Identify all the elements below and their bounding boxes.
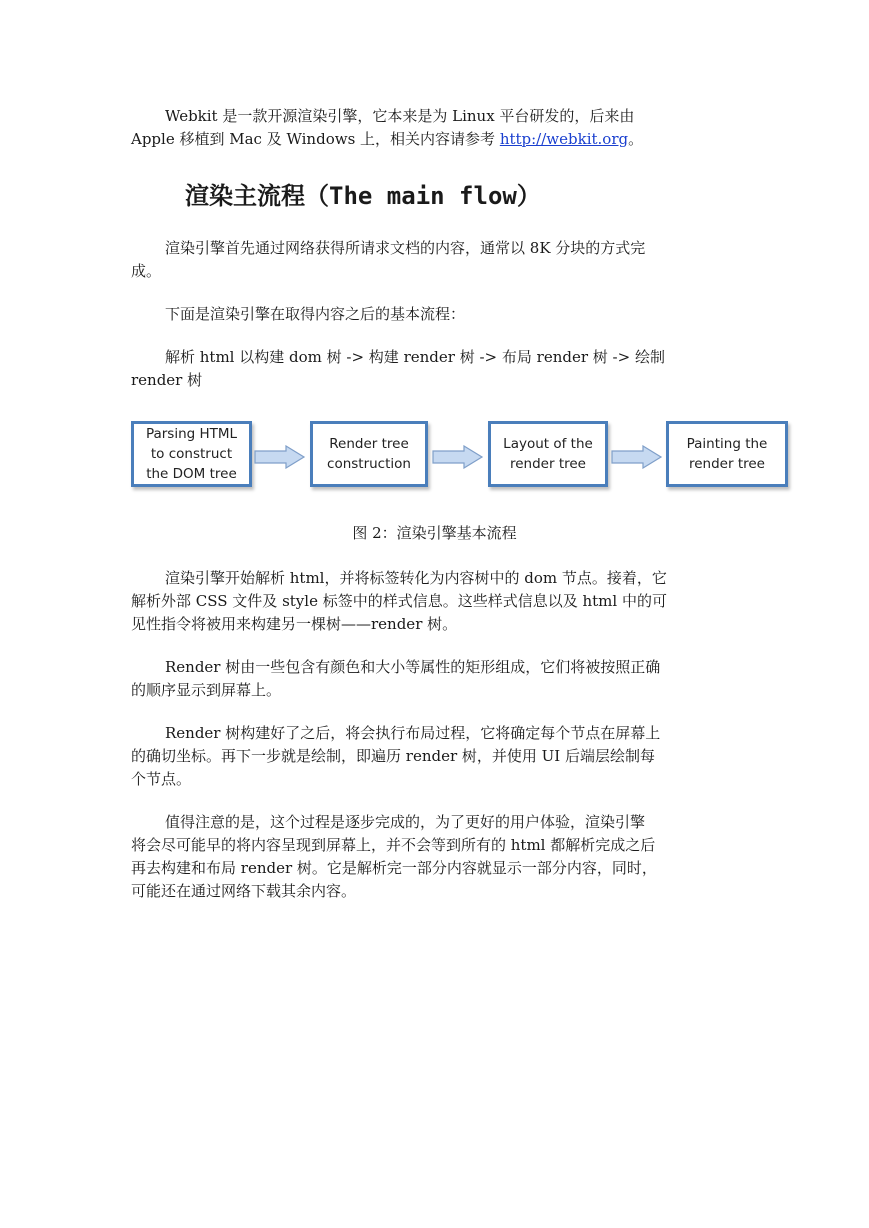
flow-box-text: the DOM tree: [146, 466, 237, 482]
intro-paragraph: [131, 105, 731, 151]
flow-box-layout: [488, 421, 608, 487]
paragraph-fetch: [131, 237, 731, 283]
flow-box-text: Painting the: [686, 436, 768, 452]
arrow-right-icon: [611, 445, 663, 469]
arrow-right-icon: [432, 445, 484, 469]
paragraph-line: 个节点。: [131, 770, 192, 788]
paragraph-line: 见性指令将被用来构建另一棵树——render 树。: [131, 615, 458, 633]
flow-box-text: render tree: [688, 456, 765, 472]
arrow-right-icon: [254, 445, 306, 469]
paragraph-flow-steps: [131, 346, 731, 392]
intro-line-2: [131, 128, 731, 151]
paragraph-line: Render 树由一些包含有颜色和大小等属性的矩形组成，它们将被按照正确: [165, 658, 661, 676]
flow-diagram: [131, 421, 791, 496]
paragraph-line: 再去构建和布局 render 树。它是解析完一部分内容就显示一部分内容，同时，: [131, 859, 657, 877]
webkit-link[interactable]: http://webkit.org: [499, 130, 629, 148]
paragraph-line: 的顺序显示到屏幕上。: [131, 681, 282, 699]
paragraph-line: 将会尽可能早的将内容呈现到屏幕上，并不会等到所有的 html 都解析完成之后: [131, 836, 656, 854]
paragraph-line: 渲染引擎首先通过网络获得所请求文档的内容，通常以 8K 分块的方式完: [165, 239, 646, 257]
paragraph-line: 解析外部 CSS 文件及 style 标签中的样式信息。这些样式信息以及 html 中的可: [131, 592, 667, 610]
paragraph-render-tree: [131, 656, 731, 702]
section-heading-cjk: 渲染主流程: [185, 182, 305, 210]
flow-box-render-tree: [310, 421, 428, 487]
paragraph-line: Render 树构建好了之后，将会执行布局过程，它将确定每个节点在屏幕上: [165, 724, 661, 742]
paragraph-basic-flow-intro: [131, 303, 731, 326]
paragraph-line: 解析 html 以构建 dom 树 -> 构建 render 树 -> 布局 render 树 -> 绘制: [165, 348, 665, 366]
paragraph-layout: [131, 722, 731, 791]
paragraph-line: 渲染引擎开始解析 html，并将标签转化为内容树中的 dom 节点。接着，它: [165, 569, 667, 587]
flow-box-text: construction: [327, 456, 411, 472]
paragraph-progressive: [131, 811, 731, 903]
paragraph-line: 可能还在通过网络下载其余内容。: [131, 882, 357, 900]
flow-box-text: Parsing HTML: [145, 426, 238, 442]
paragraph-line: 下面是渲染引擎在取得内容之后的基本流程：: [165, 305, 466, 323]
paragraph-line: 成。: [131, 262, 162, 280]
intro-line-2-end: 。: [628, 130, 644, 148]
flow-box-text: render tree: [510, 456, 586, 472]
intro-line-2-text: Apple 移植到 Mac 及 Windows 上，相关内容请参考: [131, 130, 500, 148]
section-heading-latin: （The main flow）: [305, 182, 541, 210]
paragraph-parse: [131, 567, 731, 636]
paragraph-line: render 树: [131, 371, 203, 389]
flow-box-text: to construct: [150, 446, 233, 462]
flow-box-text: Render tree: [329, 436, 409, 452]
figure-caption: 图 2：渲染引擎基本流程: [352, 524, 517, 542]
paragraph-line: 值得注意的是，这个过程是逐步完成的，为了更好的用户体验，渲染引擎: [165, 813, 646, 831]
intro-line-1: Webkit 是一款开源渲染引擎，它本来是为 Linux 平台研发的，后来由: [165, 107, 635, 125]
section-heading: [185, 176, 541, 211]
flow-box-parsing: [131, 421, 252, 487]
flow-box-painting: [666, 421, 788, 487]
paragraph-line: 的确切坐标。再下一步就是绘制，即遍历 render 树，并使用 UI 后端层绘制每: [131, 747, 655, 765]
flow-box-text: Layout of the: [503, 436, 593, 452]
